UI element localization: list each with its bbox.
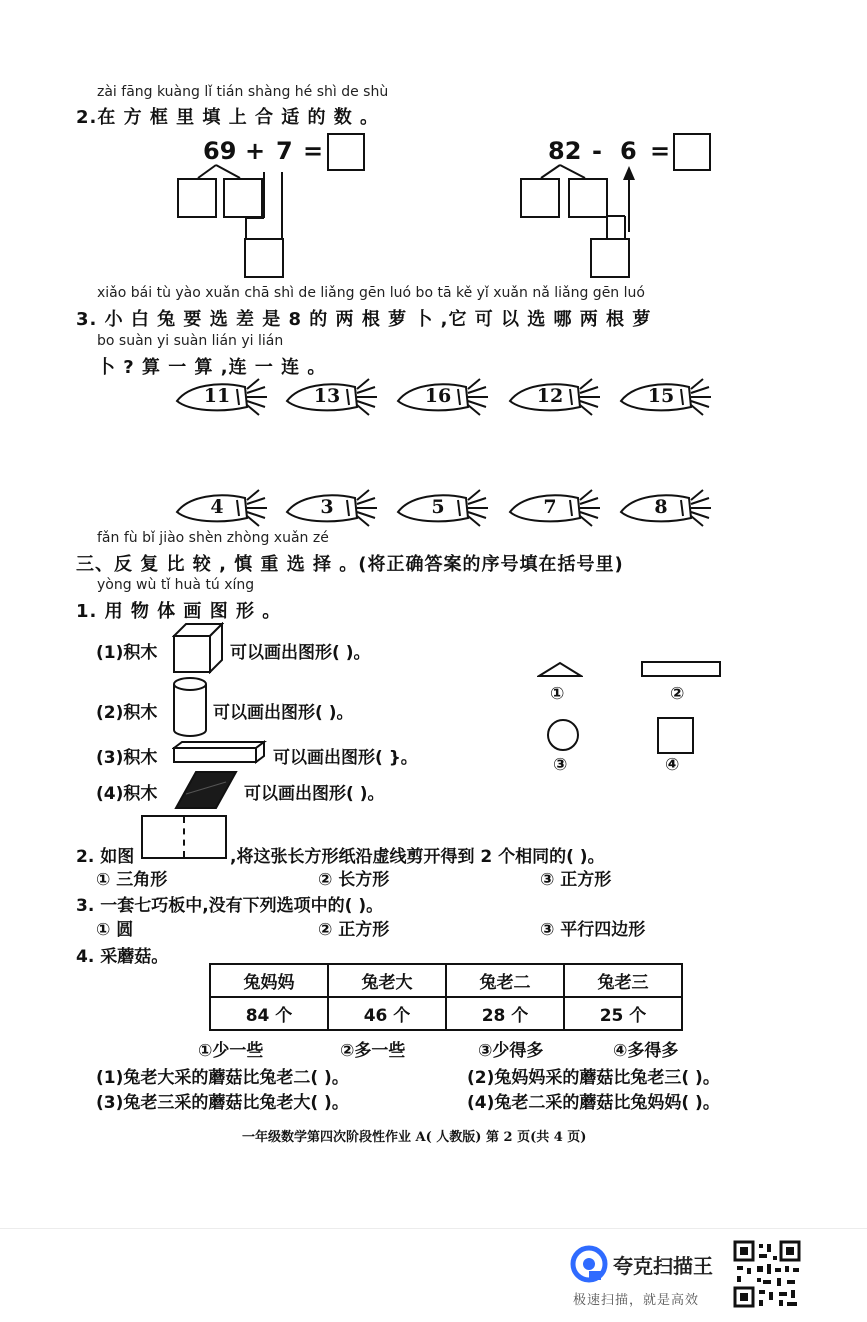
q2-option-2: ② 长方形 bbox=[318, 870, 390, 890]
q1-item-2-pre: (2)积木 bbox=[96, 703, 158, 723]
q2-option-3: ③ 正方形 bbox=[540, 870, 612, 890]
top-carrot[interactable] bbox=[619, 377, 715, 417]
q4-option-3: ③少得多 bbox=[478, 1041, 544, 1061]
top-carrot[interactable] bbox=[508, 377, 604, 417]
q1-item-2-post: 可以画出图形( )。 bbox=[213, 703, 354, 723]
eq2-result-box[interactable] bbox=[590, 238, 630, 278]
table-row bbox=[210, 997, 682, 1030]
cube-block-icon bbox=[172, 622, 224, 674]
carrot-number: 4 bbox=[210, 496, 224, 518]
q1-item-3-post: 可以画出图形( }。 bbox=[273, 748, 418, 768]
q3-pinyin-1: xiǎo bái tù yào xuǎn chā shì de liǎng gēn luó bo tā kě yǐ xuǎn nǎ liǎng gēn luó bbox=[97, 285, 645, 301]
s3-pinyin: fǎn fù bǐ jiào shèn zhòng xuǎn zé bbox=[97, 530, 329, 546]
q1-item-4-post: 可以画出图形( )。 bbox=[244, 784, 385, 804]
q1-pinyin: yòng wù tǐ huà tú xíng bbox=[97, 577, 255, 593]
bottom-carrot[interactable] bbox=[285, 488, 381, 528]
q1-item-3-pre: (3)积木 bbox=[96, 748, 158, 768]
bottom-carrot[interactable] bbox=[508, 488, 604, 528]
table-header-cell: 兔老二 bbox=[446, 964, 564, 997]
eq1-operator: + bbox=[245, 137, 266, 165]
triangle-shape-icon bbox=[537, 660, 583, 680]
table-header-cell: 兔妈妈 bbox=[210, 964, 328, 997]
qr-code-icon bbox=[733, 1240, 801, 1308]
q2-title: 2.在 方 框 里 填 上 合 适 的 数 。 bbox=[76, 107, 380, 128]
q4-item-3: (3)兔老三采的蘑菇比兔老大( )。 bbox=[96, 1093, 349, 1113]
scanner-slogan: 极速扫描，就是高效 bbox=[573, 1293, 700, 1308]
square-shape-icon bbox=[657, 717, 694, 754]
q3-pinyin-2: bo suàn yi suàn lián yi lián bbox=[97, 333, 284, 349]
q3-line-1: 3. 小 白 兔 要 选 差 是 8 的 两 根 萝 卜 ,它 可 以 选 哪 两 根 萝 bbox=[76, 309, 652, 330]
eq1-split-box-2[interactable] bbox=[223, 178, 263, 218]
bottom-carrot[interactable] bbox=[619, 488, 715, 528]
q2-pinyin: zài fāng kuàng lǐ tián shàng hé shì de shù bbox=[97, 84, 389, 100]
page-footer: 一年级数学第四次阶段性作业 A( 人教版) 第 2 页(共 4 页) bbox=[242, 1130, 587, 1145]
eq2-split-box-2[interactable] bbox=[568, 178, 608, 218]
table-cell: 84 个 bbox=[210, 997, 328, 1030]
cuboid-block-icon bbox=[172, 740, 268, 766]
table-header-cell: 兔老三 bbox=[564, 964, 682, 997]
q1-item-1-post: 可以画出图形( )。 bbox=[230, 643, 371, 663]
shape-label-1: ① bbox=[550, 684, 565, 704]
table-header-cell: 兔老大 bbox=[328, 964, 446, 997]
eq1-answer-box[interactable] bbox=[327, 133, 365, 171]
table-row bbox=[210, 964, 682, 997]
eq2-operator: - bbox=[592, 137, 602, 165]
eq1-result-box[interactable] bbox=[244, 238, 284, 278]
folded-rectangle-figure bbox=[141, 815, 227, 859]
q2-option-1: ① 三角形 bbox=[96, 870, 168, 890]
shape-label-3: ③ bbox=[553, 755, 568, 775]
q3-option-1: ① 圆 bbox=[96, 920, 134, 940]
bottom-carrot[interactable] bbox=[175, 488, 271, 528]
carrot-number: 8 bbox=[654, 496, 668, 518]
circle-shape-icon bbox=[545, 717, 581, 753]
eq1-equals: = bbox=[303, 137, 324, 165]
scanner-brand: 夸克扫描王 bbox=[613, 1254, 713, 1278]
cylinder-block-icon bbox=[172, 676, 210, 738]
watermark-divider bbox=[0, 1228, 867, 1229]
q4-item-2: (2)兔妈妈采的蘑菇比兔老三( )。 bbox=[467, 1068, 720, 1088]
eq1-split-box-1[interactable] bbox=[177, 178, 217, 218]
carrot-number: 5 bbox=[431, 496, 445, 518]
carrot-number: 15 bbox=[647, 385, 675, 407]
eq2-operand-b: 6 bbox=[620, 137, 637, 165]
carrot-number: 12 bbox=[536, 385, 564, 407]
eq2-equals: = bbox=[650, 137, 671, 165]
rectangle-shape-icon bbox=[641, 661, 721, 677]
q1-title: 1. 用 物 体 画 图 形 。 bbox=[76, 601, 282, 622]
carrot-number: 3 bbox=[320, 496, 334, 518]
q4-item-4: (4)兔老二采的蘑菇比兔妈妈( )。 bbox=[467, 1093, 720, 1113]
q2-pre: 2. 如图 bbox=[76, 847, 135, 867]
shape-label-2: ② bbox=[670, 684, 685, 704]
eq1-operand-a: 69 bbox=[203, 137, 237, 165]
top-carrot[interactable] bbox=[175, 377, 271, 417]
eq2-split-box-1[interactable] bbox=[520, 178, 560, 218]
q4-option-2: ②多一些 bbox=[340, 1041, 406, 1061]
q3-option-3: ③ 平行四边形 bbox=[540, 920, 646, 940]
prism-block-icon bbox=[172, 768, 240, 812]
q3-option-2: ② 正方形 bbox=[318, 920, 390, 940]
table-cell: 28 个 bbox=[446, 997, 564, 1030]
s3-title: 三、反 复 比 较 , 慎 重 选 择 。(将正确答案的序号填在括号里) bbox=[76, 554, 624, 575]
carrot-number: 7 bbox=[543, 496, 557, 518]
carrot-number: 11 bbox=[203, 385, 231, 407]
mushroom-table bbox=[209, 963, 683, 1031]
q4-title: 4. 采蘑菇。 bbox=[76, 947, 169, 967]
q3-line-2: 卜 ? 算 一 算 ,连 一 连 。 bbox=[97, 357, 327, 378]
q1-item-1-pre: (1)积木 bbox=[96, 643, 158, 663]
eq2-answer-box[interactable] bbox=[673, 133, 711, 171]
table-cell: 46 个 bbox=[328, 997, 446, 1030]
top-carrot[interactable] bbox=[396, 377, 492, 417]
q4-option-1: ①少一些 bbox=[198, 1041, 264, 1061]
table-cell: 25 个 bbox=[564, 997, 682, 1030]
dashed-cut-line bbox=[183, 817, 185, 857]
q2-post: ,将这张长方形纸沿虚线剪开得到 2 个相同的( )。 bbox=[230, 847, 605, 867]
eq1-operand-b: 7 bbox=[276, 137, 293, 165]
q4-item-1: (1)兔老大采的蘑菇比兔老二( )。 bbox=[96, 1068, 349, 1088]
carrot-number: 13 bbox=[313, 385, 341, 407]
bottom-carrot[interactable] bbox=[396, 488, 492, 528]
quark-logo-icon bbox=[570, 1245, 608, 1283]
q3-title: 3. 一套七巧板中,没有下列选项中的( )。 bbox=[76, 896, 384, 916]
q1-item-4-pre: (4)积木 bbox=[96, 784, 158, 804]
carrot-number: 16 bbox=[424, 385, 452, 407]
top-carrot[interactable] bbox=[285, 377, 381, 417]
q4-option-4: ④多得多 bbox=[613, 1041, 679, 1061]
shape-label-4: ④ bbox=[665, 755, 680, 775]
eq2-operand-a: 82 bbox=[548, 137, 582, 165]
